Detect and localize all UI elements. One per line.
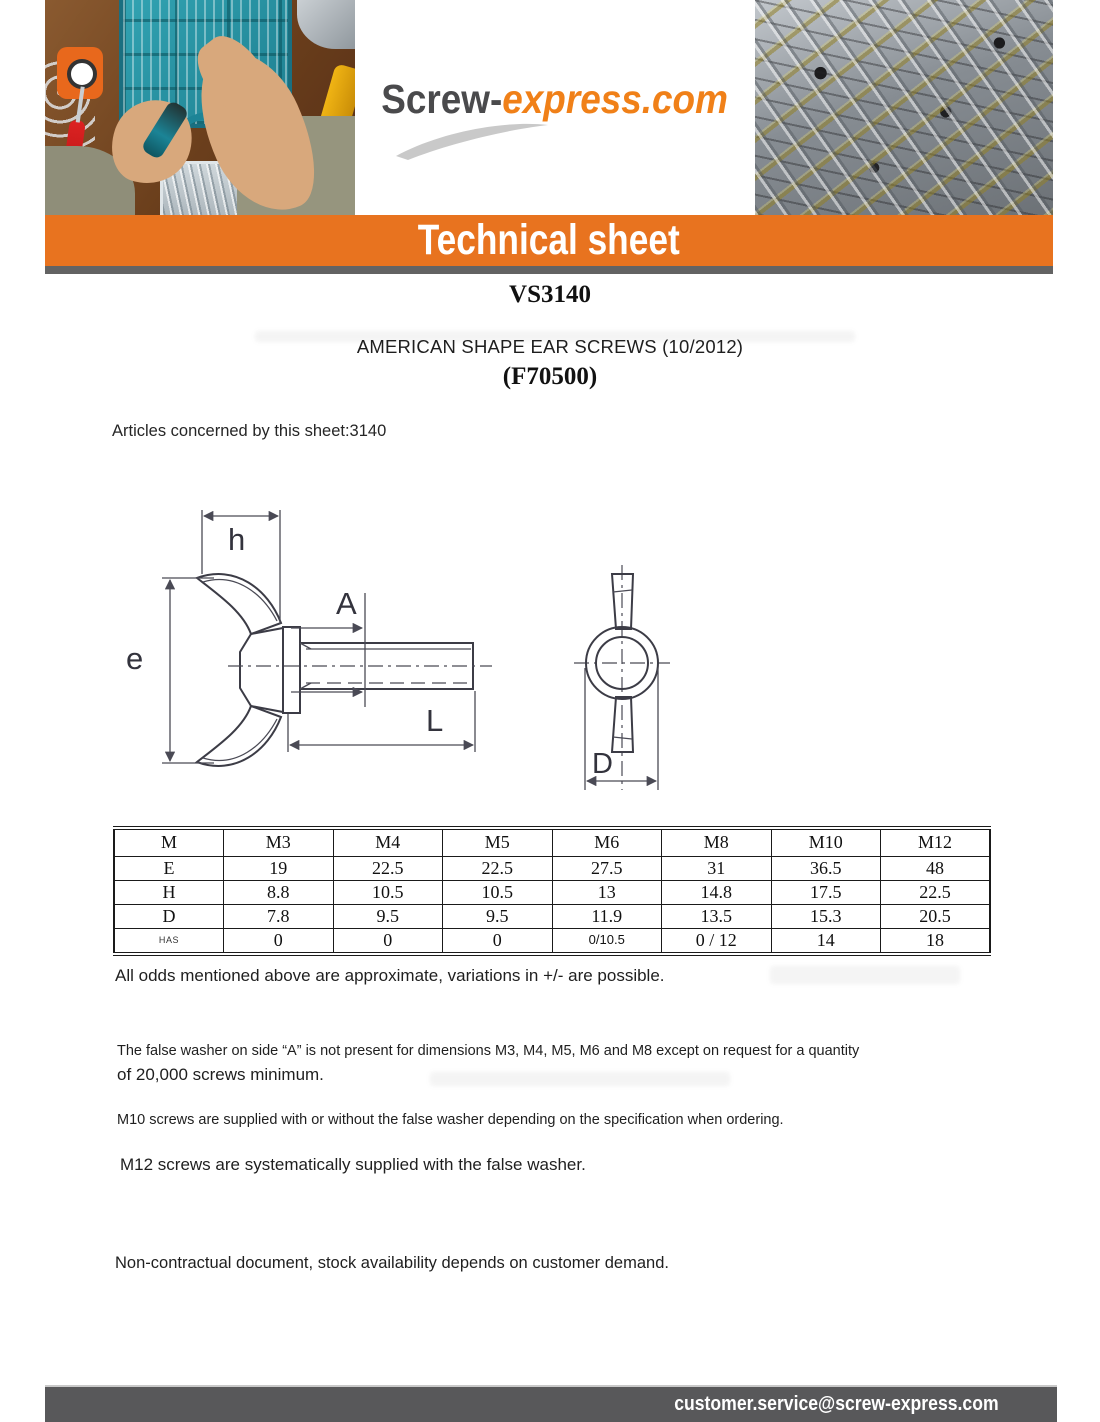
table-cell: 8.8: [224, 881, 334, 905]
logo-text-prefix: Screw-: [381, 76, 503, 122]
col-header: M6: [552, 828, 662, 857]
row-label: E: [114, 857, 224, 881]
table-cell: 27.5: [552, 857, 662, 881]
articles-concerned-line: Articles concerned by this sheet:3140: [112, 422, 387, 440]
drill-tool: [297, 0, 355, 49]
table-cell: 10.5: [333, 881, 443, 905]
table-cell: 17.5: [771, 881, 881, 905]
table-cell: 20.5: [881, 905, 991, 929]
note-approx: All odds mentioned above are approximate, variations in +/- are possible.: [115, 966, 665, 985]
col-header: M3: [224, 828, 334, 857]
table-cell: 9.5: [333, 905, 443, 929]
col-header: M12: [881, 828, 991, 857]
footer-bar: [45, 1385, 1057, 1422]
table-cell: 0: [333, 929, 443, 955]
table-cell: 15.3: [771, 905, 881, 929]
table-cell: 10.5: [443, 881, 553, 905]
table-cell: 14.8: [662, 881, 772, 905]
dim-label-A: A: [336, 586, 357, 621]
table-cell: 0/10.5: [552, 929, 662, 955]
table-header-row: [114, 828, 990, 857]
technical-drawing: [100, 480, 1000, 810]
row-label: HAS: [114, 929, 224, 955]
header-photo-workbench: [45, 0, 355, 215]
col-header: M4: [333, 828, 443, 857]
dim-label-D: D: [592, 748, 613, 780]
note-disclaimer: Non-contractual document, stock availability depends on customer demand.: [115, 1254, 669, 1272]
scan-artifact: [430, 1072, 730, 1086]
table-cell: 14: [771, 929, 881, 955]
col-header: M5: [443, 828, 553, 857]
table-cell: 0: [224, 929, 334, 955]
logo-text-suffix: express.com: [502, 76, 729, 122]
side-view: [126, 510, 492, 766]
dim-label-e: e: [126, 641, 144, 676]
table-cell: 13.5: [662, 905, 772, 929]
footer-email: customer.service@screw-express.com: [674, 1393, 999, 1415]
page-title-name: AMERICAN SHAPE EAR SCREWS (10/2012): [356, 336, 744, 357]
table-cell: 19: [224, 857, 334, 881]
col-header: M: [114, 828, 224, 857]
table-row: [114, 881, 990, 905]
dim-label-h: h: [228, 522, 246, 557]
page-title-ref: (F70500): [502, 363, 598, 390]
table-cell: 11.9: [552, 905, 662, 929]
col-header: M10: [771, 828, 881, 857]
table-cell: 48: [881, 857, 991, 881]
swoosh-shape: [396, 124, 548, 160]
table-cell: 31: [662, 857, 772, 881]
table-row: [114, 929, 990, 955]
dim-label-L: L: [426, 703, 444, 738]
table-cell: 0 / 12: [662, 929, 772, 955]
row-label: D: [114, 905, 224, 929]
front-view: [574, 565, 670, 790]
table-row: [114, 857, 990, 881]
spec-table: [113, 826, 991, 956]
col-header: M8: [662, 828, 772, 857]
table-cell: 22.5: [443, 857, 553, 881]
table-cell: 18: [881, 929, 991, 955]
page-title-code: VS3140: [509, 281, 591, 308]
table-cell: 22.5: [881, 881, 991, 905]
note-m12: M12 screws are systematically supplied with the false washer.: [120, 1155, 586, 1174]
note-m10: M10 screws are supplied with or without the false washer depending on the specification when ordering.: [117, 1112, 784, 1128]
table-cell: 0: [443, 929, 553, 955]
spec-table-wrap: [113, 826, 991, 956]
note-false-washer-line1: The false washer on side “A” is not present for dimensions M3, M4, M5, M6 and M8 except on request for a quantity: [117, 1043, 860, 1059]
note-false-washer-line2: of 20,000 screws minimum.: [117, 1065, 324, 1084]
table-cell: 13: [552, 881, 662, 905]
logo-swoosh: [355, 110, 755, 180]
scan-artifact: [770, 966, 960, 984]
table-cell: 36.5: [771, 857, 881, 881]
header-photo-screws: [755, 0, 1053, 215]
row-label: H: [114, 881, 224, 905]
banner: [45, 215, 1053, 266]
banner-divider: [45, 266, 1053, 274]
spec-table-body: [114, 857, 990, 955]
table-cell: 7.8: [224, 905, 334, 929]
table-cell: 9.5: [443, 905, 553, 929]
table-cell: 22.5: [333, 857, 443, 881]
table-row: [114, 905, 990, 929]
banner-title: Technical sheet: [418, 216, 680, 264]
